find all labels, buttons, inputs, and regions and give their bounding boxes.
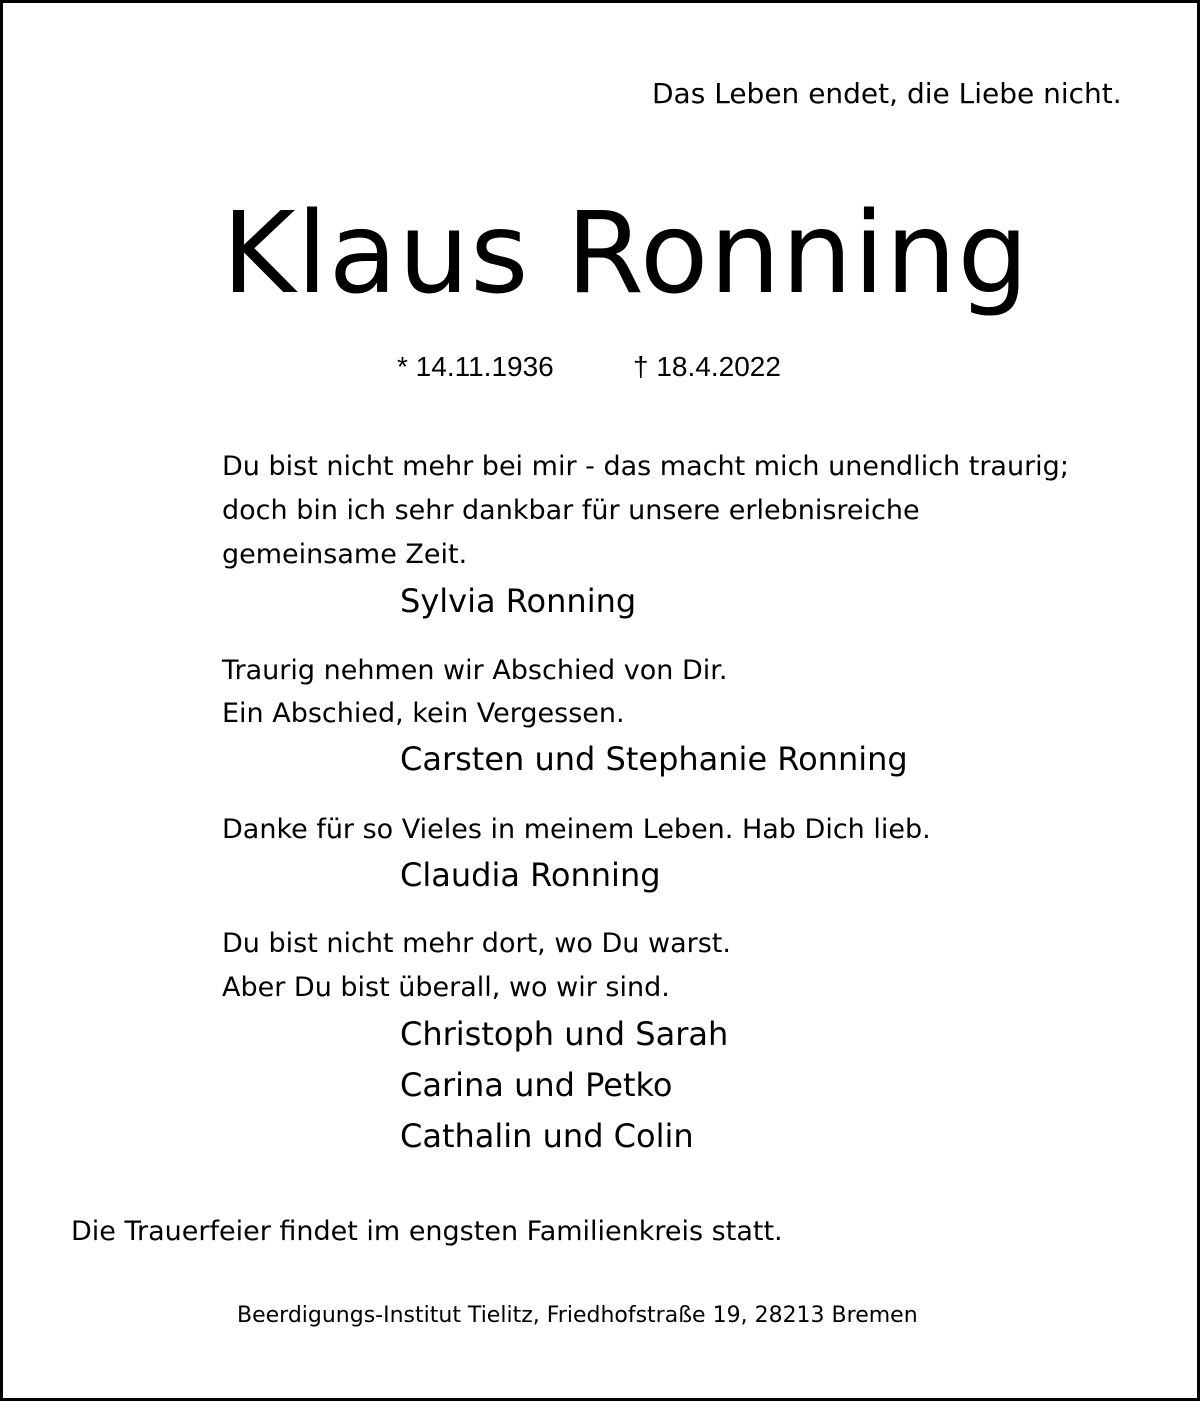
signature: Claudia Ronning xyxy=(400,856,661,894)
signature: Sylvia Ronning xyxy=(400,582,637,620)
message-line: doch bin ich sehr dankbar für unsere erlebnisreiche xyxy=(222,495,920,526)
death-date: † 18.4.2022 xyxy=(633,351,781,382)
funeral-home-address: Beerdigungs-Institut Tielitz, Friedhofstraße 19, 28213 Bremen xyxy=(237,1303,918,1328)
funeral-notice: Die Trauerfeier findet im engsten Familienkreis statt. xyxy=(71,1216,783,1247)
message-line: gemeinsame Zeit. xyxy=(222,539,468,570)
message-line: Aber Du bist überall, wo wir sind. xyxy=(222,972,670,1003)
signature: Christoph und Sarah xyxy=(400,1015,729,1053)
message-line: Traurig nehmen wir Abschied von Dir. xyxy=(222,655,728,686)
deceased-name: Klaus Ronning xyxy=(222,189,1030,319)
signature: Cathalin und Colin xyxy=(400,1117,694,1155)
signature: Carina und Petko xyxy=(400,1066,673,1104)
message-line: Danke für so Vieles in meinem Leben. Hab Dich lieb. xyxy=(222,814,931,845)
signature: Carsten und Stephanie Ronning xyxy=(400,740,908,778)
motto-quote: Das Leben endet, die Liebe nicht. xyxy=(652,77,1122,110)
message-line: Du bist nicht mehr dort, wo Du warst. xyxy=(222,928,731,959)
message-line: Du bist nicht mehr bei mir - das macht mich unendlich traurig; xyxy=(222,451,1069,482)
birth-date: * 14.11.1936 xyxy=(397,351,554,382)
message-line: Ein Abschied, kein Vergessen. xyxy=(222,698,625,729)
